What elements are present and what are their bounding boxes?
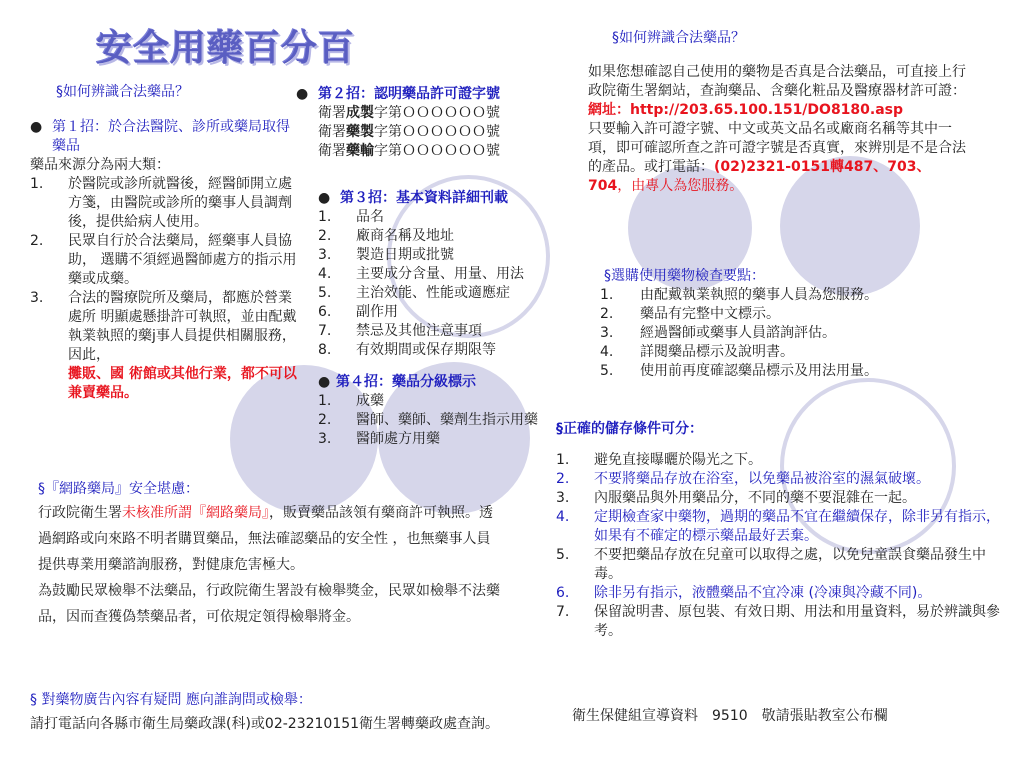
list-item [318,208,568,227]
page-title: 安全用藥百分百 [96,27,356,69]
phone-number: (02)2321-0151轉487、703、704 [588,159,931,194]
list-item-text: 有效期間或保存期限等 [356,342,496,358]
license-post: 字第ＯＯＯＯＯＯ號 [374,105,500,121]
list-item-text: 民眾自行於合法藥局，經藥事人員協助， 選購不須經過醫師處方的指示用藥或成藥。 [68,233,297,287]
list-item-number: 1. [318,393,332,409]
list-item-number: 3. [556,490,570,506]
list-item-number: 2. [30,233,44,249]
license-pre: 衛署 [318,105,346,121]
list-item-number: 5. [318,285,332,301]
list-item-number: 8. [318,342,332,358]
list-item [318,322,568,341]
tip2-block [296,85,546,161]
online-text-2: 為鼓勵民眾檢舉不法藥品，行政院衛生署設有檢舉獎金，民眾如檢舉不法藥品，因而查獲偽禁藥品者，可依規定領得檢舉將金。 [38,583,500,625]
ad-heading: § 對藥物廣告內容有疑問 應向誰詢問或檢舉： [30,692,312,708]
list-item-text: 詳閱藥品標示及說明書。 [640,344,794,360]
list-item-text: 使用前再度確認藥品標示及用法用量。 [640,363,878,379]
heading-text: §如何辨識合法藥品？ [612,30,745,46]
list-item-number: 2. [318,412,332,428]
storage-list [556,451,1006,641]
select-heading: §選購使用藥物檢查要點： [604,268,765,284]
list-item-text: 成藥 [356,393,384,409]
license-bold: 藥製 [346,124,374,140]
list-item-text: 禁忌及其他注意事項 [356,323,482,339]
list-item-text: 由配戴執業執照的藥事人員為您服務。 [640,287,878,303]
bullet-icon: ● [318,190,331,206]
online-pharmacy-block [38,478,502,630]
list-item-number: 2. [318,228,332,244]
list-item [600,343,944,362]
license-bold: 藥輸 [346,143,374,159]
list-item-text: 於醫院或診所就醫後，經醫師開立處方箋，由醫院或診所的藥事人員調劑後，提供給病人使用。 [68,176,292,230]
list-item-number: 1. [30,176,44,192]
ad-inquiry-block [30,688,506,736]
list-item-number: 4. [556,509,570,525]
list-item-number: 3. [30,290,44,306]
list-item-number: 4. [600,344,614,360]
select-block [600,267,944,381]
list-item [556,470,1006,489]
list-item-text: 不要把藥品存放在兒童可以取得之處，以免兒童誤食藥品發生中毒。 [594,547,986,582]
list-item [600,305,944,324]
tip2-title: 第２招：認明藥品許可證字號 [318,86,500,102]
bullet-icon: ● [30,119,43,135]
list-item [318,392,553,411]
list-item-number: 2. [556,471,570,487]
list-item-number: 5. [556,547,570,563]
heading-text: §如何辨識合法藥品？ [56,84,189,100]
tip3-list [318,208,568,360]
tip4-block [318,373,553,449]
list-item [556,603,1006,641]
list-item-number: 4. [318,266,332,282]
online-text-post: ，販賣藥品該領有藥商許可執照。透過網路或向來路不明者購買藥品，無法確認藥品的安全性 ，也無藥事人員提供專業用藥諮詢服務，對健康危害極大。 [38,505,493,573]
license-line [318,104,546,123]
tip4-list [318,392,553,449]
fda-url-link[interactable]: http://203.65.100.151/DO8180.asp [630,102,904,118]
tip1-title: 第１招：於合法醫院、診所或藥局取得 藥品 [52,119,290,154]
list-item [556,451,1006,470]
tip1-intro: 藥品來源分為兩大類： [30,157,170,173]
list-item-text: 副作用 [356,304,398,320]
list-item [30,175,300,232]
list-item [318,303,568,322]
list-item-text: 保留說明書、原包裝、有效日期、用法和用量資料，易於辨識與參考。 [594,604,1000,639]
list-item [556,508,1006,546]
list-item-text: 內服藥品與外用藥品分，不同的藥不要混雜在一起。 [594,490,916,506]
tip3-block [318,189,568,360]
list-item-text: 合法的醫療院所及藥局，都應於營業處所 明顯處懸掛許可執照，並由配戴執業執照的藥j事人員提供相關服務，因此， [68,290,297,363]
list-item-text: 主治效能、性能或適應症 [356,285,510,301]
list-item-number: 6. [318,304,332,320]
list-item-text: 不要將藥品存放在浴室，以免藥品被浴室的濕氣破壞。 [594,471,930,487]
list-item [556,489,1006,508]
list-item [30,232,300,289]
col3-heading [612,29,745,48]
url-label: 網址： [588,102,630,118]
col1-heading [56,83,189,102]
footer: 衛生保健組宣導資料 9510 敬請張貼教室公布欄 [572,708,888,724]
online-text-red: 未核准所謂『網路藥局』 [122,505,269,521]
list-item-text: 廠商名稱及地址 [356,228,454,244]
tip1-warning: 攤販、國 術館或其他行業，都不可以兼賣藥品。 [68,366,297,401]
list-item-number: 3. [600,325,614,341]
list-item [556,546,1006,584]
license-post: 字第ＯＯＯＯＯＯ號 [374,124,500,140]
list-item-text: 品名 [356,209,384,225]
tip1-list [30,175,300,365]
storage-heading: §正確的儲存條件可分： [556,421,703,437]
list-item [600,286,944,305]
list-item-number: 1. [556,452,570,468]
list-item [600,324,944,343]
list-item [556,584,1006,603]
license-pre: 衛署 [318,143,346,159]
list-item-text: 避免直接曝曬於陽光之下。 [594,452,762,468]
list-item-text: 主要成分含量、用量、用法 [356,266,524,282]
legal-check-text-2: 只要輸入許可證字號、中文或英文品名或廠商名稱等其中一項，即可確認所查之許可證字號是否真實，來辨別是不是合法的產品。或打電話： [588,121,966,175]
legal-check-block [588,63,968,196]
list-item [318,411,553,430]
license-pre: 衛署 [318,124,346,140]
legal-check-text: 如果您想確認自己使用的藥物是否真是合法藥品，可直接上行政院衛生署網站，查詢藥品、含藥化粧品及醫療器材許可證： [588,64,966,99]
license-post: 字第ＯＯＯＯＯＯ號 [374,143,500,159]
list-item [318,265,568,284]
list-item-number: 7. [556,604,570,620]
list-item [600,362,944,381]
license-bold: 成製 [346,105,374,121]
list-item-number: 3. [318,431,332,447]
list-item [318,246,568,265]
tip3-title: 第３招：基本資料詳細刊載 [340,190,508,206]
tip4-title: 第４招：藥品分級標示 [336,374,476,390]
bullet-icon: ● [296,86,309,102]
online-text-pre: 行政院衛生署 [38,505,122,521]
list-item-text: 除非另有指示，液體藥品不宜冷凍 (冷凍與冷藏不同)。 [594,585,932,601]
list-item [318,341,568,360]
license-lines [296,104,546,161]
list-item-text: 經過醫師或藥事人員諮詢評估。 [640,325,836,341]
storage-block [556,420,1006,641]
list-item-number: 1. [600,287,614,303]
list-item-text: 醫師處方用藥 [356,431,440,447]
phone-tail: ，由專人為您服務。 [617,178,744,194]
list-item-number: 5. [600,363,614,379]
bullet-icon: ● [318,374,331,390]
select-list [600,286,944,381]
list-item-text: 定期檢查家中藥物，過期的藥品不宜在繼續保存，除非另有指示，如果有不確定的標示藥品最好丟棄。 [594,509,1000,544]
online-heading: §『網路藥局』安全堪慮： [38,481,199,497]
list-item-number: 2. [600,306,614,322]
list-item [318,284,568,303]
list-item [30,289,300,365]
list-item [318,227,568,246]
list-item [318,430,553,449]
list-item-text: 製造日期或批號 [356,247,454,263]
list-item-text: 醫師、藥師、藥劑生指示用藥 [356,412,538,428]
license-line [318,123,546,142]
list-item-number: 3. [318,247,332,263]
license-line [318,142,546,161]
list-item-number: 1. [318,209,332,225]
ad-text: 請打電話向各縣市衛生局藥政課(科)或02-23210151衛生署轉藥政處查詢。 [30,716,500,732]
list-item-number: 6. [556,585,570,601]
tip1-block [30,118,300,403]
list-item-number: 7. [318,323,332,339]
list-item-text: 藥品有完整中文標示。 [640,306,780,322]
